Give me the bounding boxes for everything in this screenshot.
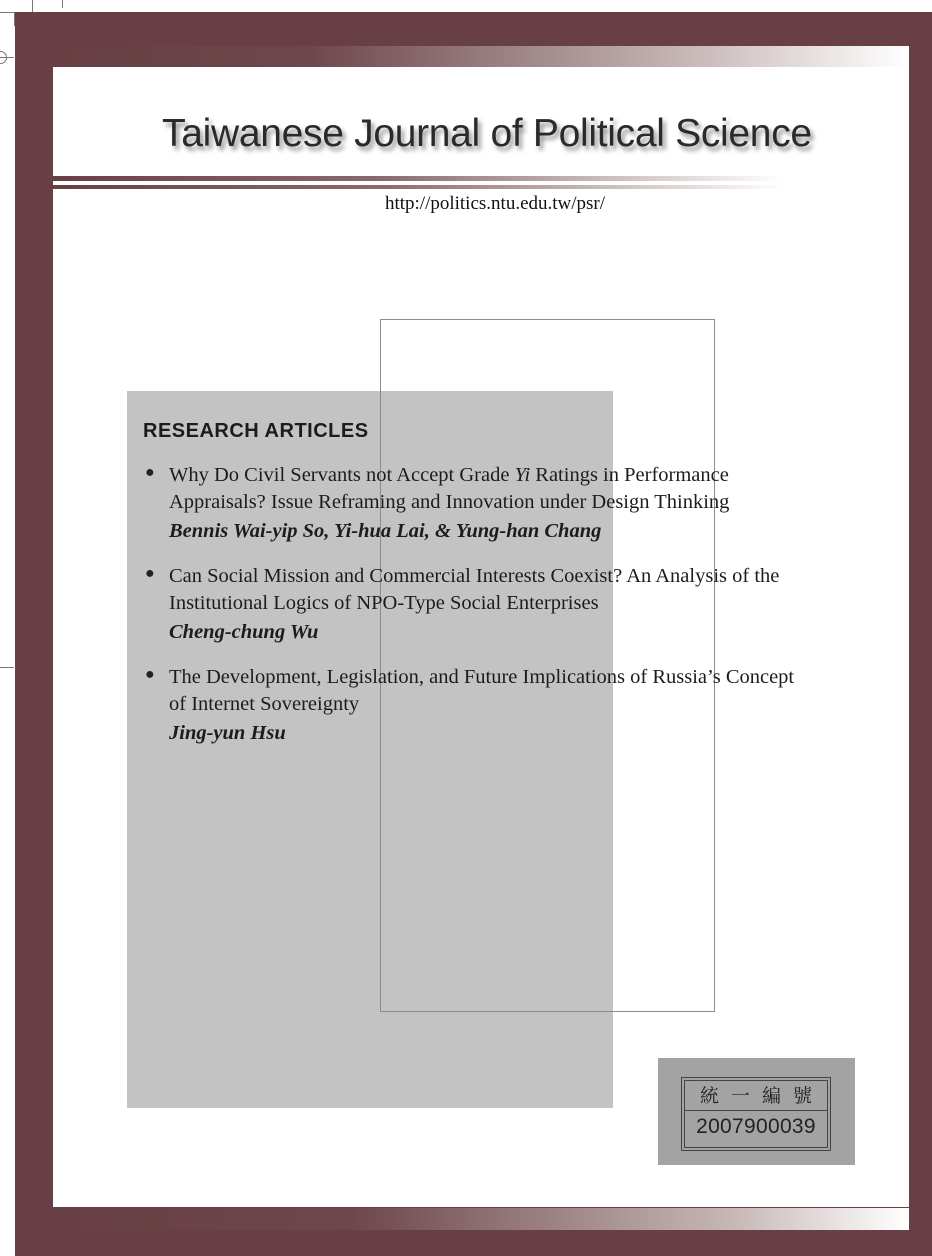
- section-heading: RESEARCH ARTICLES: [143, 420, 369, 442]
- bottom-gradient-band: [53, 1208, 909, 1230]
- article-authors: Jing-yun Hsu: [169, 722, 286, 744]
- serial-number-value: 2007900039: [696, 1115, 816, 1138]
- registration-mark-line: [0, 57, 14, 58]
- serial-number-box: [658, 1058, 855, 1165]
- article-authors: Bennis Wai-yip So, Yi-hua Lai, & Yung-han Chang: [169, 520, 602, 542]
- article-title: Why Do Civil Servants not Accept Grade Yi Ratings in Performance Appraisals? Issue Reframing and Innovation under Design Thinking: [169, 464, 730, 513]
- article-item: [145, 462, 805, 547]
- journal-url[interactable]: http://politics.ntu.edu.tw/psr/: [384, 193, 606, 214]
- article-title: Can Social Mission and Commercial Interests Coexist? An Analysis of the Institutional Logics of NPO-Type Social Enterprises: [169, 565, 780, 614]
- bullet-icon: ●: [145, 464, 155, 481]
- article-item: [145, 563, 805, 648]
- article-item: [145, 664, 805, 749]
- serial-number-label: 統一編號: [685, 1081, 827, 1111]
- serial-number-frame: [681, 1077, 831, 1151]
- article-authors: Cheng-chung Wu: [169, 621, 319, 643]
- title-rule-upper: [53, 176, 783, 181]
- title-rule-lower: [53, 185, 783, 189]
- bullet-icon: ●: [145, 565, 155, 582]
- journal-title: Taiwanese Journal of Political Science: [162, 112, 812, 155]
- article-list: [145, 462, 805, 765]
- top-gradient-band: [53, 46, 909, 67]
- crop-mark: [0, 12, 15, 26]
- bullet-icon: ●: [145, 666, 155, 683]
- crop-mark: [62, 0, 63, 8]
- article-title: The Development, Legislation, and Future Implications of Russia’s Concept of Internet Sovereignty: [169, 666, 795, 715]
- crop-mark: [0, 667, 14, 668]
